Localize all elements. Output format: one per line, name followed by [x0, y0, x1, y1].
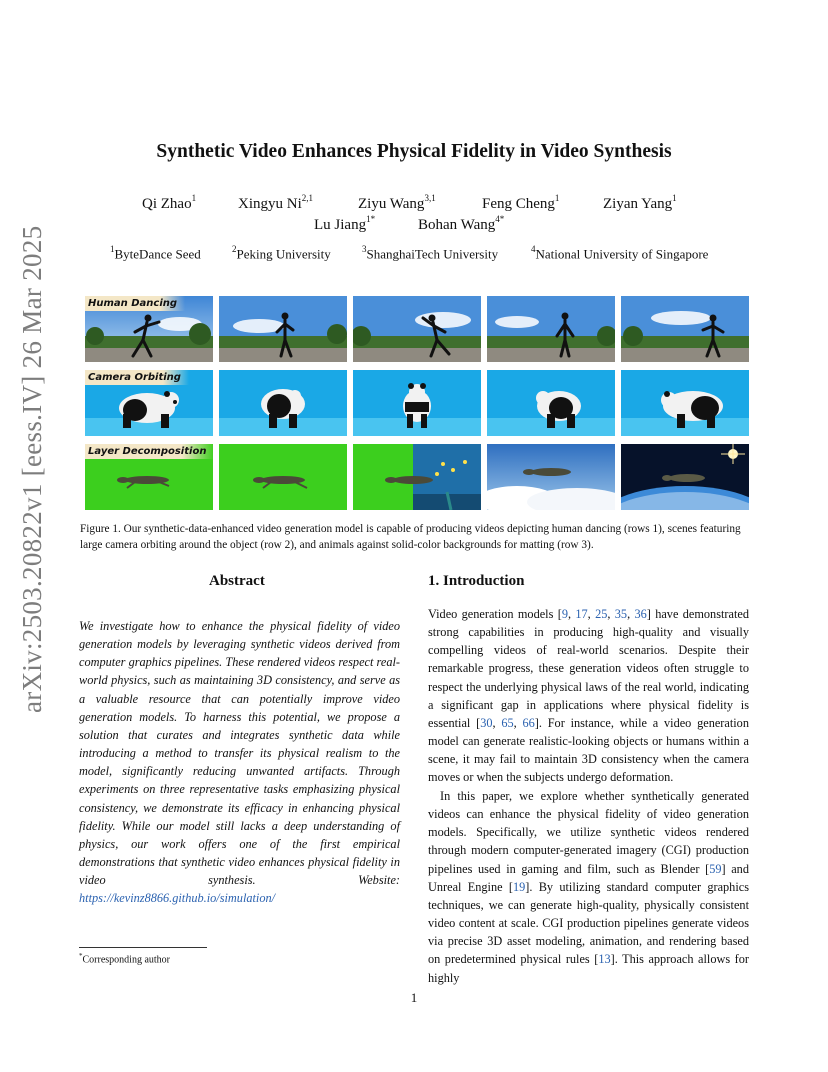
- figure-tile-layer-2: [219, 444, 347, 510]
- page-number: 1: [410, 990, 418, 1005]
- citation-link[interactable]: 30: [480, 715, 493, 730]
- author-6: Lu Jiang$^{1*}$: [314, 214, 376, 233]
- intro-text: In this paper, we explore whether synthetically generated videos can enhance the physical fidelity of video generation models. Specifically, we utilize synthetic videos rendered through modern computer-generated imagery (CGI) production pipelines used in gaming and film, such as Blender [: [428, 789, 749, 876]
- intro-text: ,: [607, 607, 615, 621]
- figure-1: [85, 296, 749, 514]
- figure-caption: Figure 1. Our synthetic-data-enhanced video generation model is capable of producing videos depicting human dancing (rows 1), scenes featuring large camera orbiting around the object (row 2), and animals against solid-color backgrounds for matting (row 3).: [80, 523, 741, 551]
- citation-link[interactable]: 59: [709, 861, 722, 876]
- author-3: Ziyu Wang$^{3,1}$: [358, 193, 436, 212]
- intro-text: ,: [492, 715, 502, 730]
- row-label-camera-orbiting: Camera Orbiting: [85, 370, 189, 385]
- citation-link[interactable]: 66: [522, 715, 535, 730]
- intro-text: ,: [627, 607, 635, 621]
- author-1: Qi Zhao$^1$: [142, 193, 197, 212]
- website-label: Website:: [358, 873, 401, 888]
- figure-tile-orbit-3: [353, 370, 481, 436]
- footnote: *Corresponding author: [79, 952, 170, 966]
- figure-tile-orbit-2: [219, 370, 347, 436]
- figure-tile-dancing-1: [85, 296, 213, 362]
- introduction-heading: 1. Introduction: [428, 573, 525, 589]
- intro-text: ]. For instance, while a video generation model can generate realistic-looking objects or humans within a scene, it may fail to maintain 3D consistency when the camera moves or when the subjects undergo deformation.: [428, 715, 749, 785]
- paper-title: Synthetic Video Enhances Physical Fidelity in Video Synthesis: [156, 141, 672, 162]
- figure-tile-dancing-3: [353, 296, 481, 362]
- citation-link[interactable]: 35: [614, 607, 628, 621]
- row-label-layer-decomposition: Layer Decomposition: [85, 444, 213, 459]
- intro-text: ]. By utilizing standard computer graphics techniques, we can generate high-quality, physically consistent video content at scale. CGI production pipelines generate videos via precise 3D asset modeling, animation, and rendering based on predetermined physical rules [: [428, 879, 749, 967]
- intro-text: ]. This approach allows for highly: [428, 952, 749, 985]
- intro-text: ] have demonstrated strong capabilities in producing high-quality and visually compelling videos of real-world scenarios. Despite their remarkable progress, these generation videos often struggle to respect the underlying physical laws of the real world, indicating a significant gap in applications where physical fidelity is essential [: [428, 607, 749, 730]
- citation-link[interactable]: 13: [598, 952, 611, 967]
- intro-text: ,: [587, 607, 596, 621]
- citation-link[interactable]: 19: [512, 879, 526, 894]
- citation-link[interactable]: 17: [575, 607, 588, 621]
- abstract-text: We investigate how to enhance the physical fidelity of video generation models by leveraging synthetic videos derived from computer graphics pipelines. These rendered videos respect real-world physics, such as maintaining 3D consistency, and serve as a valuable resource that can potentially improve video generation models. To harness this potential, we propose a solution that curates and integrates synthetic data while introducing a method to transfer its physical realism to the model, significantly reducing unwanted artifacts. Through experiments on three representative tasks emphasizing physical consistency, we demonstrate its efficacy in enhancing physical fidelity. While our model still lacks a deep understanding of physics, our work offers one of the first empirical demonstrations that synthetic video enhances physical fidelity in video synthesis. Website: https://kevinz8866.github.io/simulation/: [79, 619, 401, 906]
- intro-text: ] and Unreal Engine [: [428, 861, 749, 894]
- figure-tile-dancing-4: [487, 296, 615, 362]
- author-2: Xingyu Ni$^{2,1}$: [238, 193, 313, 212]
- affiliation-3: $^3$ShanghaiTech University: [362, 244, 499, 262]
- arxiv-sidebar-id: arXiv:2503.20822v1 [eess.IV] 26 Mar 2025: [17, 225, 47, 713]
- figure-tile-layer-1: [85, 444, 213, 510]
- citation-link[interactable]: 9: [561, 607, 568, 621]
- affiliation-2: $^2$Peking University: [232, 244, 331, 262]
- citation-link[interactable]: 36: [634, 607, 647, 621]
- figure-tile-orbit-4: [487, 370, 615, 436]
- website-link[interactable]: https://kevinz8866.github.io/simulation/: [79, 891, 276, 906]
- figure-tile-dancing-5: [621, 296, 749, 362]
- abstract-heading: Abstract: [209, 573, 265, 589]
- affiliation-1: $^1$ByteDance Seed: [110, 244, 201, 262]
- author-5: Ziyan Yang$^1$: [603, 193, 677, 212]
- figure-tile-dancing-2: [219, 296, 347, 362]
- author-7: Bohan Wang$^{4*}$: [418, 214, 505, 233]
- figure-tile-orbit-1: [85, 370, 213, 436]
- intro-text: Video generation models [: [428, 607, 562, 621]
- intro-paragraph-2: [428, 787, 749, 987]
- row-label-human-dancing: Human Dancing: [85, 296, 185, 311]
- intro-text: ,: [567, 607, 576, 621]
- figure-tile-orbit-5: [621, 370, 749, 436]
- intro-text: ,: [513, 715, 523, 730]
- citation-link[interactable]: 25: [595, 607, 608, 621]
- citation-link[interactable]: 65: [501, 715, 514, 730]
- intro-paragraph-1: [428, 605, 749, 787]
- author-4: Feng Cheng$^1$: [482, 193, 560, 212]
- footnote-rule: [79, 947, 207, 948]
- figure-tile-layer-5: [621, 444, 749, 510]
- figure-tile-layer-4: [487, 444, 615, 510]
- affiliation-4: $^4$National University of Singapore: [531, 244, 709, 262]
- figure-tile-layer-3: [353, 444, 481, 510]
